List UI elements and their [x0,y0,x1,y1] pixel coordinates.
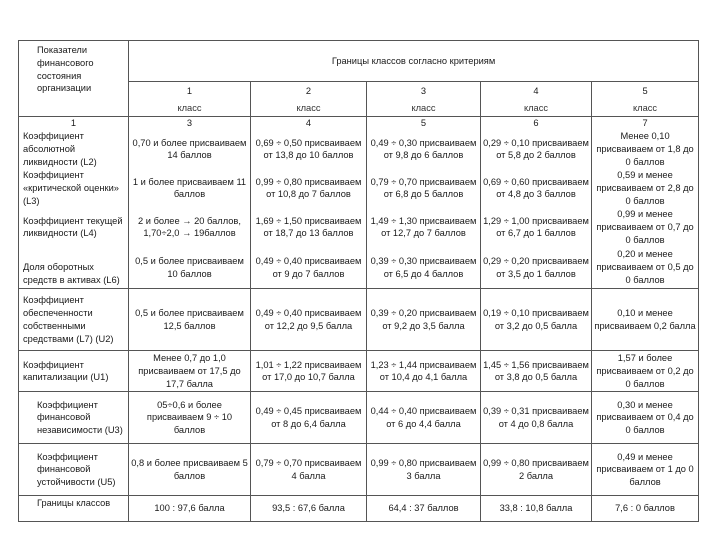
class-label: класс [592,100,699,117]
criterion-cell: 0,39 ÷ 0,31 присваиваем от 4 до 0,8 балла [481,392,592,444]
criterion-cell: 0,19 ÷ 0,10 присваиваем от 3,2 до 0,5 балла [481,289,592,351]
criterion-cell: 0,49 и менее присваиваем от 1 до 0 баллов [592,444,699,496]
criterion-cell: 0,59 и менее присваиваем от 2,8 до 0 баллов [592,169,699,208]
criterion-cell: 0,30 и менее присваиваем от 0,4 до 0 баллов [592,392,699,444]
criterion-cell: 0,44 ÷ 0,40 присваиваем от 6 до 4,4 балла [367,392,481,444]
criterion-cell: 0,99 и менее присваиваем от 0,7 до 0 баллов [592,208,699,247]
criterion-cell: 0,39 ÷ 0,30 присваиваем от 6,5 до 4 баллов [367,247,481,289]
column-index: 1 [19,117,129,130]
total-cell: 100 : 97,6 балла [129,496,251,522]
indicator-name: Коэффициент абсолютной ликвидности (L2) [19,130,129,169]
class-number: 4 [481,82,592,101]
criterion-cell: 1 и более присваиваем 11 баллов [129,169,251,208]
total-cell: 64,4 : 37 баллов [367,496,481,522]
criterion-cell: 0,99 ÷ 0,80 присваиваем 3 балла [367,444,481,496]
indicator-name: Коэффициент финансовой независимости (U3) [19,392,129,444]
criterion-cell: 0,5 и более присваиваем 10 баллов [129,247,251,289]
table-row [19,392,699,444]
criterion-cell: 1,23 ÷ 1,44 присваиваем от 10,4 до 4,1 балла [367,351,481,392]
criterion-cell: 0,49 ÷ 0,45 присваиваем от 8 до 6,4 балла [251,392,367,444]
table-row [19,444,699,496]
column-index-row [19,117,699,130]
class-number: 1 [129,82,251,101]
indicators-header: Показатели финансового состояния организации [19,41,129,117]
criterion-cell: 0,29 ÷ 0,10 присваиваем от 5,8 до 2 баллов [481,130,592,169]
class-bounds-row [19,496,699,522]
criterion-cell: 0,39 ÷ 0,20 присваиваем от 9,2 до 3,5 балла [367,289,481,351]
criterion-cell: 0,99 ÷ 0,80 присваиваем 2 балла [481,444,592,496]
class-label: класс [251,100,367,117]
criterion-cell: 0,49 ÷ 0,40 присваиваем от 9 до 7 баллов [251,247,367,289]
criterion-cell: 0,49 ÷ 0,40 присваиваем от 12,2 до 9,5 балла [251,289,367,351]
table-row [19,351,699,392]
class-label: класс [481,100,592,117]
total-label: Границы классов [19,496,129,522]
class-boundaries-table [18,40,699,522]
class-bounds-title: Границы классов согласно критериям [129,41,699,82]
table-row [19,130,699,169]
criterion-cell: 2 и более → 20 баллов, 1,70÷2,0 → 19баллов [129,208,251,247]
indicator-name: Коэффициент обеспеченности собственными средствами (L7) (U2) [19,289,129,351]
criterion-cell: 0,10 и менее присваиваем 0,2 балла [592,289,699,351]
column-index: 3 [129,117,251,130]
table-row [19,247,699,289]
criterion-cell: 0,79 ÷ 0,70 присваиваем от 6,8 до 5 баллов [367,169,481,208]
criterion-cell: 0,70 и более присваиваем 14 баллов [129,130,251,169]
indicator-name: Коэффициент текущей ликвидности (L4) [19,208,129,247]
criterion-cell: 0,20 и менее присваиваем от 0,5 до 0 баллов [592,247,699,289]
criterion-cell: 0,79 ÷ 0,70 присваиваем 4 балла [251,444,367,496]
criterion-cell: 0,5 и более присваиваем 12,5 баллов [129,289,251,351]
table-row [19,289,699,351]
criterion-cell: 0,49 ÷ 0,30 присваиваем от 9,8 до 6 баллов [367,130,481,169]
criterion-cell: 0,8 и более присваиваем 5 баллов [129,444,251,496]
criterion-cell: Менее 0,7 до 1,0 присваиваем от 17,5 до 17,7 балла [129,351,251,392]
column-index: 7 [592,117,699,130]
class-label: класс [367,100,481,117]
total-cell: 93,5 : 67,6 балла [251,496,367,522]
criterion-cell: 0,69 ÷ 0,60 присваиваем от 4,8 до 3 баллов [481,169,592,208]
table-row [19,169,699,208]
column-index: 4 [251,117,367,130]
class-label: класс [129,100,251,117]
class-number: 2 [251,82,367,101]
column-index: 5 [367,117,481,130]
criterion-cell: Менее 0,10 присваиваем от 1,8 до 0 баллов [592,130,699,169]
indicator-name: Коэффициент капитализации (U1) [19,351,129,392]
class-number: 5 [592,82,699,101]
total-cell: 7,6 : 0 баллов [592,496,699,522]
criterion-cell: 0,69 ÷ 0,50 присваиваем от 13,8 до 10 баллов [251,130,367,169]
criterion-cell: 1,49 ÷ 1,30 присваиваем от 12,7 до 7 баллов [367,208,481,247]
total-cell: 33,8 : 10,8 балла [481,496,592,522]
criterion-cell: 1,57 и более присваиваем от 0,2 до 0 баллов [592,351,699,392]
column-index: 6 [481,117,592,130]
class-number: 3 [367,82,481,101]
criterion-cell: 05÷0,6 и более присваиваем 9 ÷ 10 баллов [129,392,251,444]
criterion-cell: 0,99 ÷ 0,80 присваиваем от 10,8 до 7 баллов [251,169,367,208]
criterion-cell: 1,45 ÷ 1,56 присваиваем от 3,8 до 0,5 балла [481,351,592,392]
criterion-cell: 1,29 ÷ 1,00 присваиваем от 6,7 до 1 баллов [481,208,592,247]
criterion-cell: 1,01 ÷ 1,22 присваиваем от 17,0 до 10,7 балла [251,351,367,392]
indicator-name: Коэффициент финансовой устойчивости (U5) [19,444,129,496]
table-row [19,208,699,247]
indicator-name: Коэффициент «критической оценки» (L3) [19,169,129,208]
criterion-cell: 1,69 ÷ 1,50 присваиваем от 18,7 до 13 баллов [251,208,367,247]
indicator-name: Доля оборотных средств в активах (L6) [19,247,129,289]
criterion-cell: 0,29 ÷ 0,20 присваиваем от 3,5 до 1 баллов [481,247,592,289]
